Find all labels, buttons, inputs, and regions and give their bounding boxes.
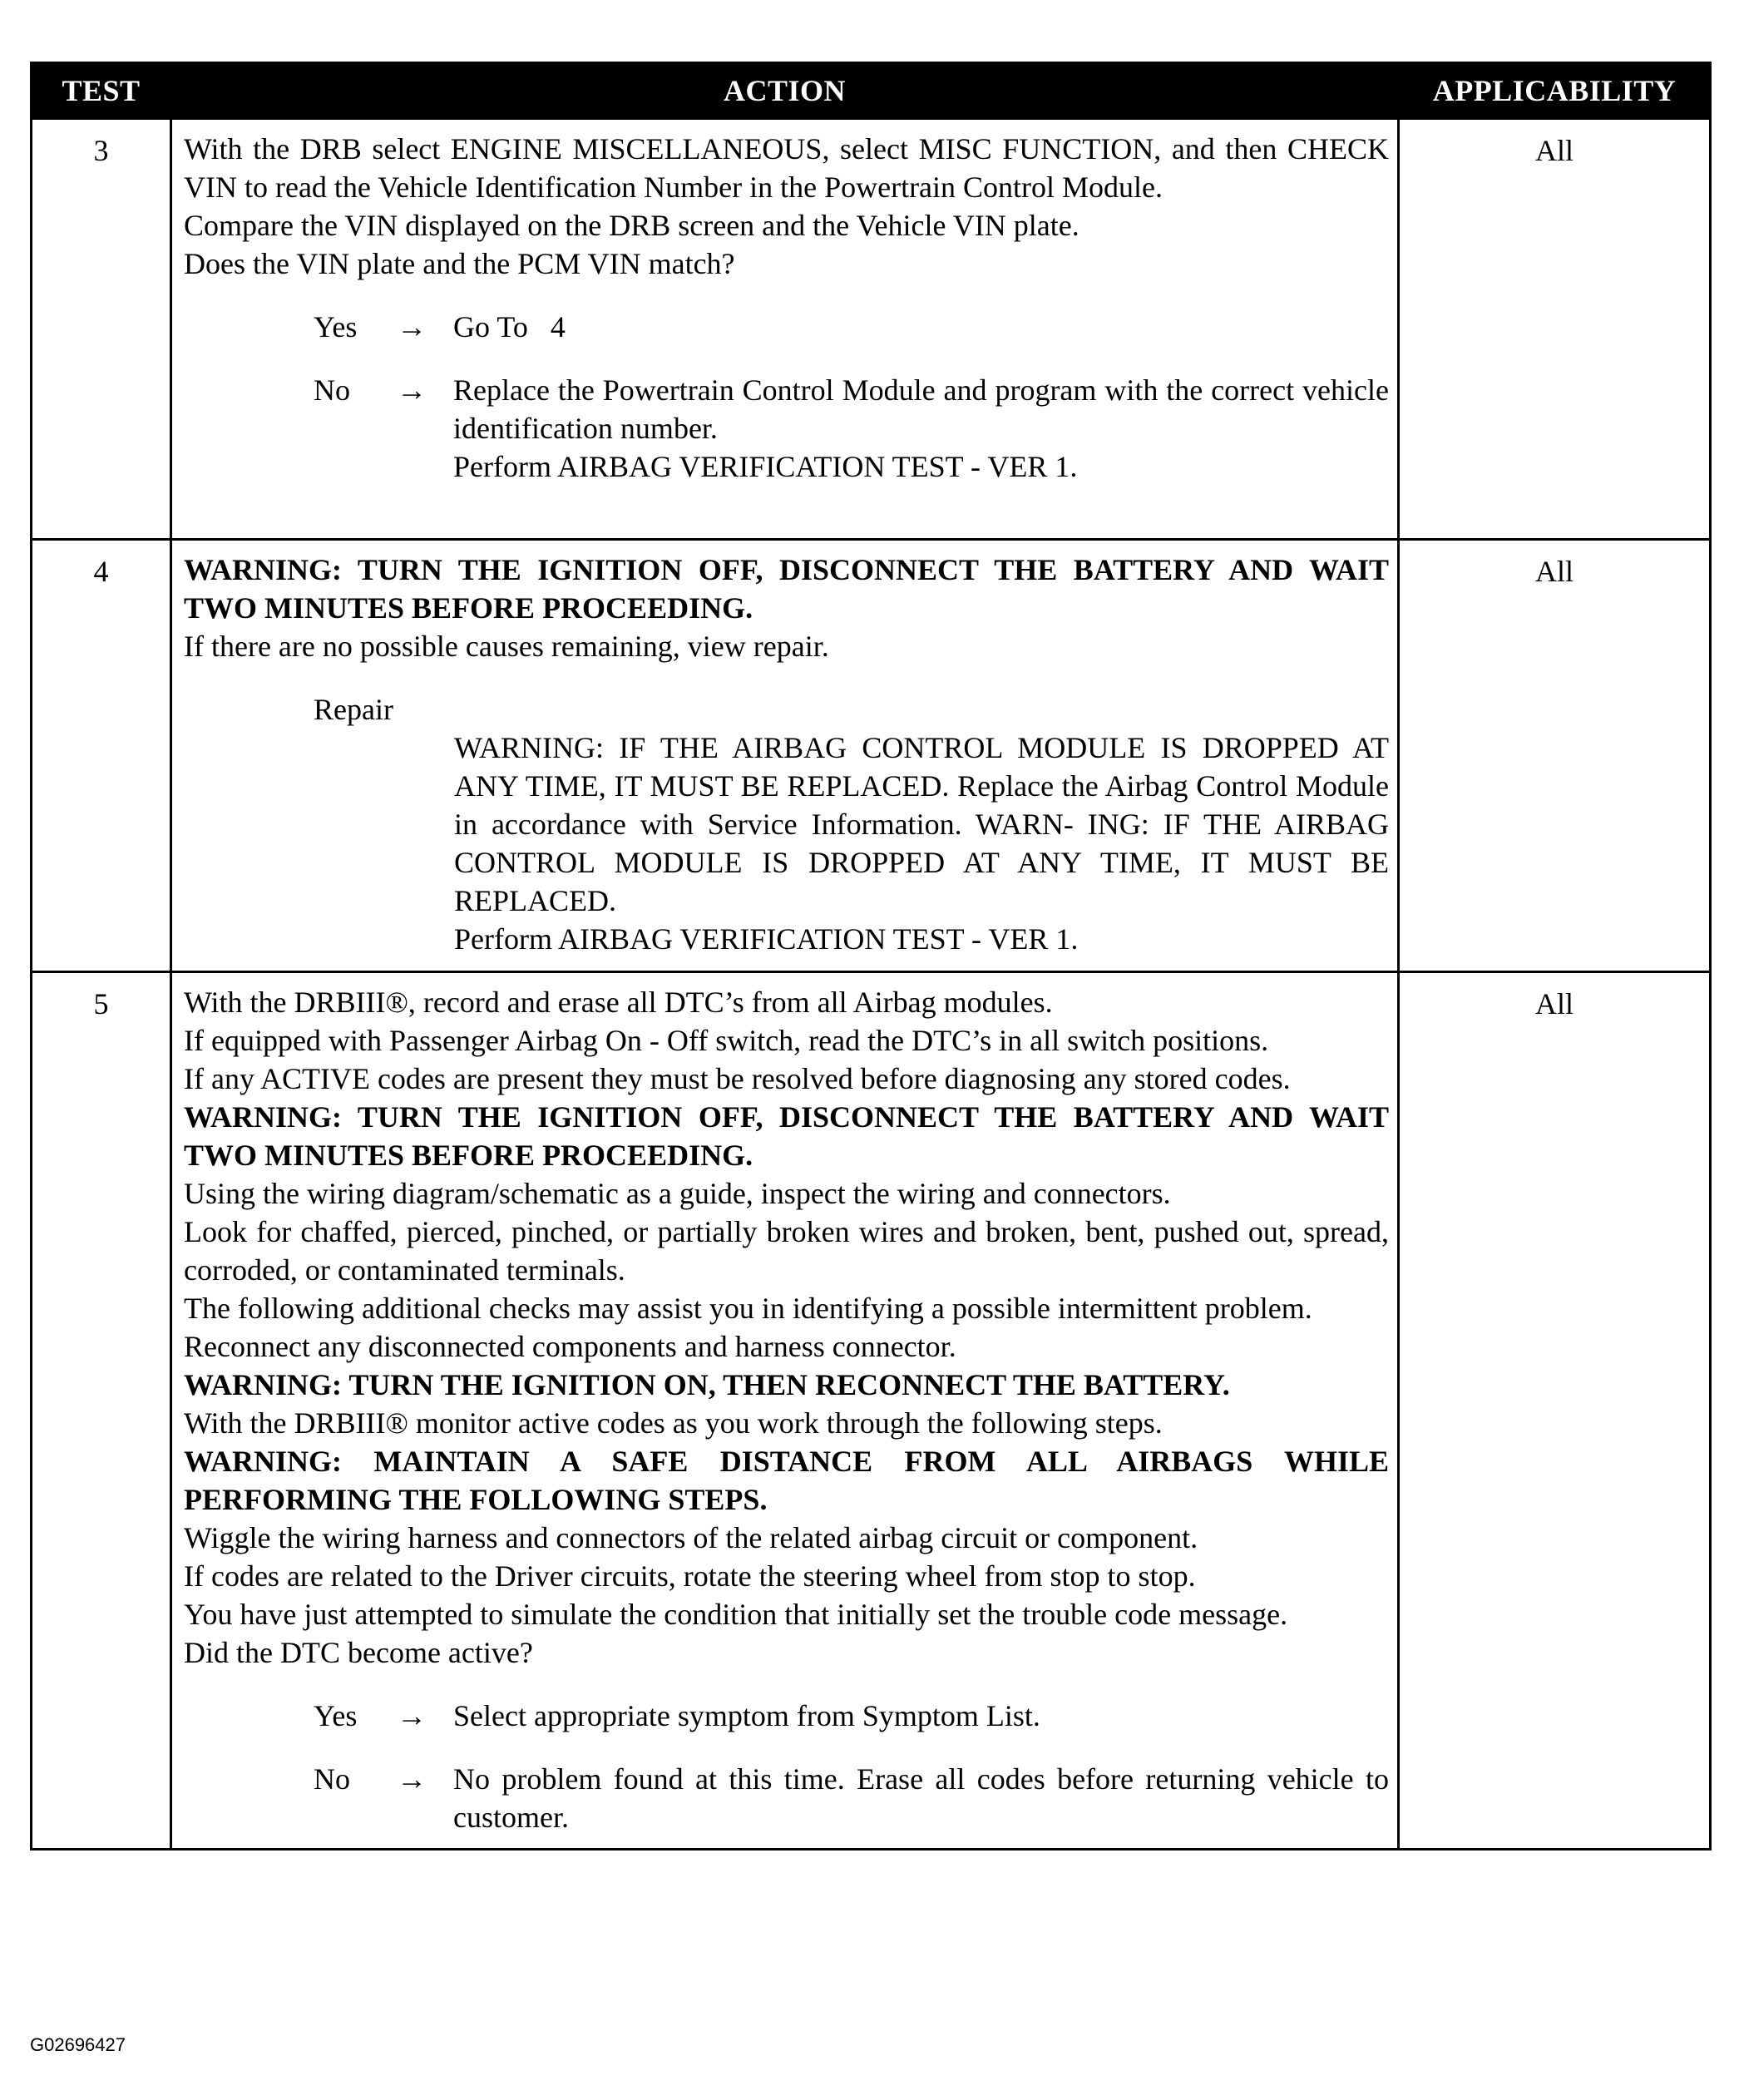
diagnostic-test-table [30, 62, 1712, 1850]
warning-text: WARNING: MAINTAIN A SAFE DISTANCE FROM ALL AIRBAGS WHILE PERFORMING THE FOLLOWING STEPS. [184, 1445, 1389, 1516]
option-text: No problem found at this time. Erase all codes before returning vehicle to customer. [453, 1762, 1389, 1834]
arrow-icon: → [397, 310, 427, 343]
arrow-icon: → [397, 373, 427, 407]
applicability-cell: All [1399, 119, 1711, 540]
test-number: 3 [32, 119, 171, 540]
table-row-test-4 [32, 540, 1711, 972]
option-text: Select appropriate symptom from Symptom List. [453, 1699, 1040, 1732]
action-text: If codes are related to the Driver circuits, rotate the steering wheel from stop to stop. [184, 1559, 1196, 1593]
action-text: With the DRBIII®, record and erase all DTC’s from all Airbag modules. [184, 986, 1053, 1019]
option-label: No [314, 373, 350, 407]
option-label: No [314, 1762, 350, 1796]
option-text-line: Replace the Powertrain Control Module and program with the correct vehicle identification number. [453, 373, 1389, 445]
action-text: Compare the VIN displayed on the DRB screen and the Vehicle VIN plate. [184, 209, 1079, 242]
action-text: The following additional checks may assist you in identifying a possible intermittent problem. [184, 1292, 1312, 1325]
diagnostic-table-page [30, 62, 1709, 1850]
action-text: If there are no possible causes remaining, view repair. [184, 630, 829, 663]
action-text: Reconnect any disconnected components and harness connector. [184, 1330, 956, 1363]
option-text [453, 371, 1389, 486]
action-text: With the DRB select ENGINE MISCELLANEOUS, select MISC FUNCTION, and then CHECK VIN to read the Vehicle Identification Number in the Powertrain Control Module. [184, 132, 1389, 204]
warning-text: WARNING: TURN THE IGNITION OFF, DISCONNECT THE BATTERY AND WAIT TWO MINUTES BEFORE PROCEEDING. [184, 553, 1389, 625]
option-text: Go To 4 [453, 310, 566, 343]
repair-label: Repair [314, 693, 393, 726]
header-action: ACTION [171, 63, 1399, 119]
action-text: You have just attempted to simulate the condition that initially set the trouble code message. [184, 1598, 1288, 1631]
option-label: Yes [314, 1699, 358, 1732]
arrow-icon: → [397, 1699, 427, 1732]
table-row-test-5 [32, 972, 1711, 1850]
test-number: 4 [32, 540, 171, 972]
warning-text: WARNING: TURN THE IGNITION ON, THEN RECONNECT THE BATTERY. [184, 1368, 1230, 1401]
option-yes [184, 308, 1389, 346]
repair-body [184, 729, 1389, 958]
applicability-cell: All [1399, 540, 1711, 972]
option-text-line: Perform AIRBAG VERIFICATION TEST - VER 1. [453, 450, 1078, 483]
repair-text: Perform AIRBAG VERIFICATION TEST - VER 1. [454, 922, 1079, 956]
action-text: If equipped with Passenger Airbag On - Off switch, read the DTC’s in all switch positions. [184, 1024, 1269, 1057]
option-no [184, 1760, 1389, 1836]
action-text: Does the VIN plate and the PCM VIN match? [184, 247, 735, 280]
figure-id: G02696427 [30, 2034, 126, 2055]
table-row-test-3 [32, 119, 1711, 540]
header-test: TEST [32, 63, 171, 119]
applicability-cell: All [1399, 972, 1711, 1850]
option-yes [184, 1697, 1389, 1735]
action-text: With the DRBIII® monitor active codes as you work through the following steps. [184, 1406, 1163, 1440]
action-text: Look for chaffed, pierced, pinched, or partially broken wires and broken, bent, pushed out, spread, corroded, or contaminated terminals. [184, 1215, 1389, 1287]
header-applicability: APPLICABILITY [1399, 63, 1711, 119]
table-header-row [32, 63, 1711, 119]
option-label: Yes [314, 310, 358, 343]
action-cell [171, 972, 1399, 1850]
arrow-icon: → [397, 1762, 427, 1796]
action-text: Using the wiring diagram/schematic as a guide, inspect the wiring and connectors. [184, 1177, 1171, 1210]
test-number: 5 [32, 972, 171, 1850]
action-text: Did the DTC become active? [184, 1636, 533, 1669]
warning-text: WARNING: TURN THE IGNITION OFF, DISCONNECT THE BATTERY AND WAIT TWO MINUTES BEFORE PROCEEDING. [184, 1100, 1389, 1172]
action-cell [171, 119, 1399, 540]
action-text: Wiggle the wiring harness and connectors of the related airbag circuit or component. [184, 1521, 1198, 1554]
action-cell [171, 540, 1399, 972]
repair-text: WARNING: IF THE AIRBAG CONTROL MODULE IS DROPPED AT ANY TIME, IT MUST BE REPLACED. Replace the Airbag Control Module in accordance with Service Information. WARN- ING: IF THE AIRBAG CONTROL MODULE IS DROPPED AT ANY TIME, IT MUST BE REPLACED. [454, 731, 1389, 917]
option-no [184, 371, 1389, 486]
action-text: If any ACTIVE codes are present they must be resolved before diagnosing any stored codes. [184, 1062, 1291, 1095]
